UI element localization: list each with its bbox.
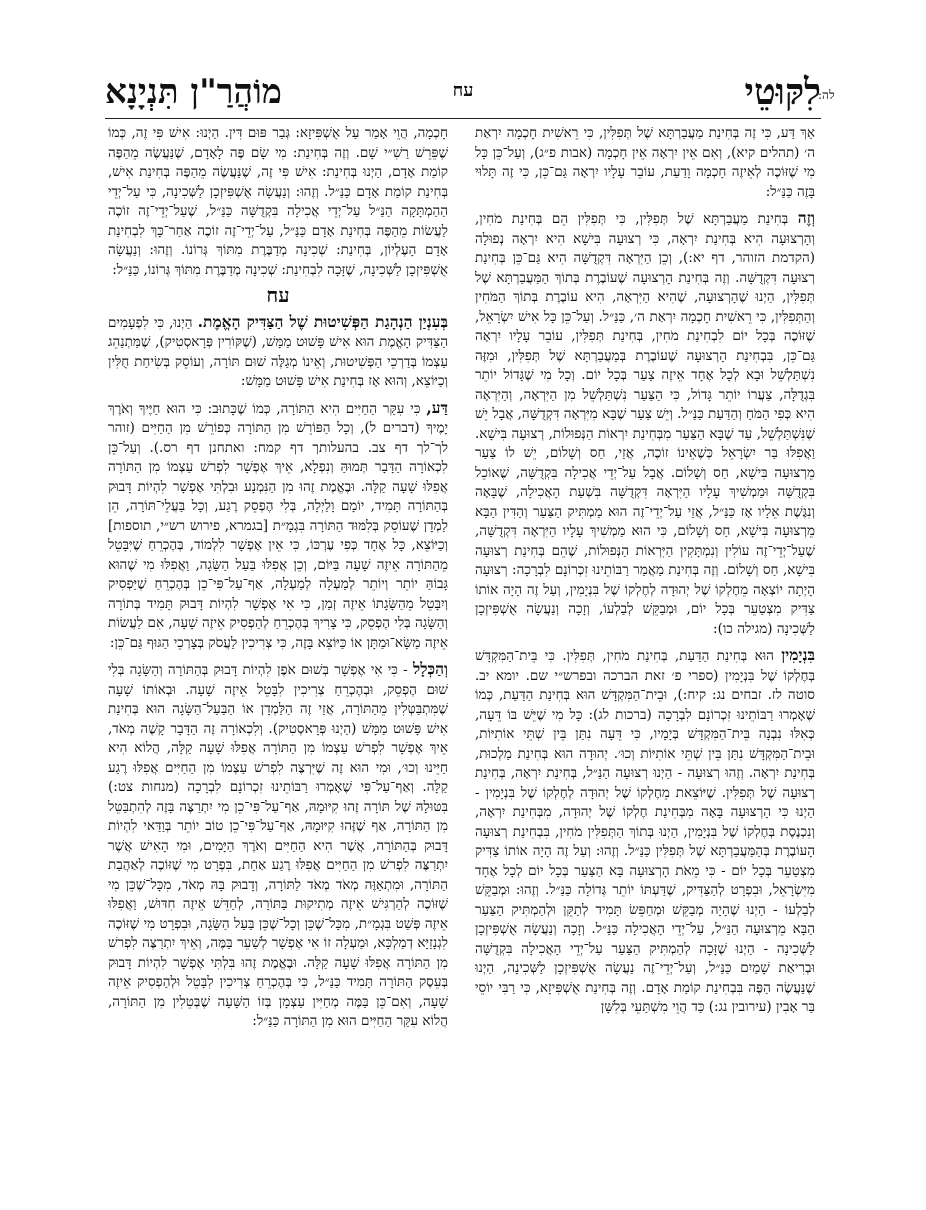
paragraph-text: חָכְמָה, הֲוֵי אָמַר עַל אֻשְׁפִּיזָא: גְּבַר פּוּם דִּין. הַיְנוּ: אִישׁ פִּי זֶה, כְּמוֹ שֶׁפֵּרֵשׁ רַשִׁ״י שָׁם. וְזֶה בְּחִינַת: מִי שָׂם פֶּה לָאָדָם, שֶׁנַּעֲשֶׂה מֵהַפֶּה קוֹמַת אָדָם, הַיְנוּ בְּחִינַת: אִישׁ פִּי זֶה, שֶׁנַּעֲשֶׂה מֵהַפֶּה בְּחִינַת אִישׁ, בְּחִינַת קוֹמַת אָדָם כַּנַּ״ל. וְזֶהוּ: וְנַעֲשָׂה אֻשְׁפִּיזְכָן לַשְּׁכִינָה, כִּי עַל־יְדֵי הַהַמְתָּקָה הַנַּ״ל עַל־יְדֵי אֲכִילָה בִּקְדֻשָּׁה כַּנַּ״ל, שֶׁעַל־יְדֵי־זֶה זוֹכֶה לַעֲשׂוֹת מֵהַפֶּה בְּחִינַת אָדָם כַּנַּ״ל, עַל־יְדֵי־זֶה זוֹכֶה אַחַר־כָּךְ לִבְחִינַת אָדָם הָעֶלְיוֹן, בְּחִינַת: שְׁכִינָה מְדַבֶּרֶת מִתּוֹךְ גְּרוֹנוֹ. וְזֶהוּ: וְנַעֲשָׂה אֻשְׁפִּיזְכָן לַשְּׁכִינָה, שֶׁזָּכָה לִבְחִינַת: שְׁכִינָה מְדַבֶּרֶת מִתּוֹךְ גְּרוֹנוֹ, כַּנַּ״ל: [108,125,448,278]
paragraph [475,124,815,202]
paragraph [108,398,448,654]
paragraph [475,645,815,1018]
paragraph-lead-word: בִּנְיָמִין [781,645,815,664]
paragraph-text: הַיְנוּ, כִּי לִפְעָמִים הַצַּדִּיק הָאֱמֶת הוּא אִישׁ פָּשׁוּט מַמָּשׁ, (שֶׁקּוֹרִין פְּרָאסְטִיק), שֶׁמַּתְנַהֵג עַצְמוֹ בְּדַרְכֵי הַפְּשִׁיטוּת, וְאֵינוֹ מְגַלֶּה שׁוּם תּוֹרָה, וְעוֹסֵק בְּשִׂיחַת חֻלִּין וְכַיּוֹצֵא, וְהוּא אָז בְּחִינַת אִישׁ פָּשׁוּט מַמָּשׁ: [108,314,448,389]
paragraph-text: אַךְ דַּע, כִּי זֶה בְּחִינַת מַעֲבַרְתָּא שֶׁל תְּפִלִּין, כִּי רֵאשִׁית חָכְמָה יִרְאַת ה׳ (תהלים קיא), וְאִם אֵין יִרְאָה אֵין חָכְמָה (אבות פ״ג), וְעַל־כֵּן כָּל מִי שֶׁזּוֹכֶה לְאֵיזֶה חָכְמָה וָדַעַת, עוֹבֵר עָלָיו יִרְאָה גַּם־כֵּן, כִּי זֶה תָּלוּי בָּזֶה כַּנַּ״ל: [475,125,815,200]
paragraph-lead-word: וְזֶה [797,208,815,227]
paragraph [108,312,448,392]
section-number: עח [266,283,290,307]
running-header [105,72,821,112]
paragraph-text: כִּי עִקַּר הַחַיִּים הִיא הַתּוֹרָה, כְּמוֹ שֶׁכָּתוּב: כִּי הוּא חַיֶּיךָ וְאֹרֶךְ יָמֶיךָ (דברים ל), וְכָל הַפּוֹרֵשׁ מִן הַתּוֹרָה כְּפוֹרֵשׁ מִן הַחַיִּים (זוהר לך־לך דף צב. בהעלותך דף קמח: ואתחנן דף רס.). וְעַל־כֵּן לִכְאוֹרָה הַדָּבָר תְּמוּהַּ וְנִפְלָא, אֵיךְ אֶפְשָׁר לִפְרשׁ עַצְמוֹ מִן הַתּוֹרָה אֲפִלּוּ שָׁעָה קַלָּה. וּבֶאֱמֶת זֶהוּ מִן הַנִּמְנָע וּבִלְתִּי אֶפְשָׁר לִהְיוֹת דָּבוּק בְּהַתּוֹרָה תָּמִיד, יוֹמָם וָלַיְלָה, בְּלִי הֶפְסֵק רֶגַע, וְכָל בַּעֲלֵי־תּוֹרָה, הֵן לַמְדָן שֶׁעוֹסֵק בְּלִמּוּד הַתּוֹרָה בִּגְמָ״ת [בגמרא, פירוש רש״י, תוספות] וְכַיּוֹצֵא, כָּל אֶחָד כְּפִי עֶרְכּוֹ, כִּי אֵין אֶפְשָׁר לִלְמוֹד, בְּהֶכְרֵחַ שֶׁיִּבָּטֵל מֵהַתּוֹרָה אֵיזֶה שָׁעָה בַּיּוֹם, וְכֵן אֲפִלּוּ בַּעַל הַשָּׂגָה, וַאֲפִלּוּ מִי שֶׁהוּא גָּבוֹהַּ יוֹתֵר וְיוֹתֵר לְמַעְלָה לְמַעְלָה, אַף־עַל־פִּי־כֵן בְּהֶכְרֵחַ שֶׁיַּפְסִיק וְיִבָּטֵל מֵהַשָּׂגָתוֹ אֵיזֶה זְמַן, כִּי אִי אֶפְשָׁר לִהְיוֹת דָּבוּק תָּמִיד בְּתוֹרָה וְהַשָּׂגָה בְּלִי הֶפְסֵק, כִּי צָרִיךְ בְּהֶכְרֵחַ לְהַפְסִיק אֵיזֶה שָׁעָה, אִם לַעֲשׂוֹת אֵיזֶה מַשָּׂא־וּמַתָּן אוֹ כַּיּוֹצֵא בָּזֶה, כִּי צְרִיכִין לַעֲסֹק בְּצָרְכֵי הַגּוּף גַּם־כֵּן: [108,400,448,651]
paragraph [475,208,815,639]
paragraph-lead-word: וְהַכְּלָל [413,659,448,678]
header-rule [105,118,821,119]
folio-number: לה: [818,88,835,102]
paragraph-lead-word: בְּעִנְיַן הַנְהָגַת הַפְּשִׁיטוּת שֶׁל הַצַּדִּיק הָאֱמֶת. [197,311,448,331]
paragraph-text: הוּא בְּחִינַת הַדַּעַת, בְּחִינַת מֹחִין, תְּפִלִּין. כִּי בֵּית־הַמִּקְדָּשׁ בְּחֶלְקוֹ שֶׁל בִּנְיָמִין (ספרי פ׳ זאת הברכה ובפרש״י שם. יומא יב. סוטה לז. זבחים נג: קיח:), וּבֵית־הַמִּקְדָּשׁ הוּא בְּחִינַת הַדַּעַת, כְּמוֹ שֶׁאָמְרוּ רַבּוֹתֵינוּ זִכְרוֹנָם לִבְרָכָה (ברכות לג): כָּל מִי שֶׁיֵּשׁ בּוֹ דֵּעָה, כְּאִלּוּ נִבְנָה בֵּית־הַמִּקְדָּשׁ בְּיָמָיו, כִּי דֵּעָה נִתַּן בֵּין שְׁתֵּי אוֹתִיּוֹת, וּבֵית־הַמִּקְדָּשׁ נִתַּן בֵּין שְׁתֵּי אוֹתִיּוֹת וְכוּ׳. יְהוּדָה הוּא בְּחִינַת מַלְכוּת, בְּחִינַת יִרְאָה. וְזֶהוּ רְצוּעָה - הַיְנוּ רְצוּעָה הַנַּ״ל, בְּחִינַת יִרְאָה, בְּחִינַת רְצוּעָה שֶׁל תְּפִלִּין. שֶׁיּוֹצֵאת מֵחֶלְקוֹ שֶׁל יְהוּדָה לְחֶלְקוֹ שֶׁל בִּנְיָמִין - הַיְנוּ כִּי הָרְצוּעָה בָּאָה מִבְּחִינַת חֶלְקוֹ שֶׁל יְהוּדָה, מִבְּחִינַת יִרְאָה, וְנִכְנֶסֶת בְּחֶלְקוֹ שֶׁל בִּנְיָמִין, הַיְנוּ בְּתוֹךְ הַתְּפִלִּין מֹחִין, בִּבְחִינַת רְצוּעָה הָעוֹבֶרֶת בְּהַמַּעֲבַרְתָּא שֶׁל תְּפִלִּין כַּנַּ״ל. וְזֶהוּ: וְעַל זֶה הָיָה אוֹתוֹ צַדִּיק מִצְטַעֵר בְּכָל יוֹם - כִּי מֵאֹת הָרְצוּעָה בָּא הַצַּעַר בְּכָל יוֹם לְכָל אֶחָד מִיִּשְׂרָאֵל, וּבִפְרָט לְהַצַּדִּיק, שֶׁדַּעְתּוֹ יוֹתֵר גְּדוֹלָה כַּנַּ״ל. וְזֶהוּ: וּמְבַקֵּשׁ לְבַלְעוֹ - הַיְנוּ שֶׁהָיָה מְבַקֵּשׁ וּמְחַפֵּשׂ תָּמִיד לְתַקֵּן וּלְהַמְתִּיק הַצַּעַר הַבָּא מֵרְצוּעָה הַנַּ״ל, עַל־יְדֵי הָאֲכִילָה כַּנַּ״ל. וְזָכָה וְנַעֲשָׂה אֻשְׁפִּיזְכָן לַשְּׁכִינָה - הַיְנוּ שֶׁזָּכָה לְהַמְתִּיק הַצַּעַר עַל־יְדֵי הָאֲכִילָה בִּקְדֻשָּׁה וּבְרִיאַת שָׁמַיִם כַּנַּ״ל, וְעַל־יְדֵי־זֶה נַעֲשָׂה אֻשְׁפִּיזְכָן לַשְּׁכִינָה, הַיְנוּ שֶׁנַּעֲשֶׂה הַפֶּה בִּבְחִינַת קוֹמַת אָדָם. וְזֶה בְּחִינַת אֻשְׁפִּיזָא, כִּי רַבִּי יוֹסֵי בַּר אָבִין (עירובין נג:) כַּד הֲוֵי מִשְׁתַּעֵי בְּלִשָּׁן [475,648,815,1015]
left-column [108,124,448,1184]
book-title-right: לִקּוּטֵי [744,71,821,113]
right-column [475,124,815,1184]
paragraph-text: - כִּי אִי אֶפְשָׁר בְּשׁוּם אֹפֶן לִהְיוֹת דָּבוּק בְּהַתּוֹרָה וְהַשָּׂגָה בְּלִי שׁוּם הֶפְסֵק, וּבְהֶכְרֵחַ צְרִיכִין לִבָּטֵל אֵיזֶה שָׁעָה. וּבְאוֹתוֹ שָׁעָה שֶׁמִּתְבַּטְּלִין מֵהַתּוֹרָה, אֲזַי זֶה הַלַּמְדָן אוֹ הַבַּעַל־הַשָּׂגָה הוּא בְּחִינַת אִישׁ פָּשׁוּט מַמָּשׁ (הַיְנוּ פְּרָאסְטִיק). וְלִכְאוֹרָה זֶה הַדָּבָר קָשֶׁה מְאֹד, אֵיךְ אֶפְשָׁר לִפְרשׁ עַצְמוֹ מִן הַתּוֹרָה אֲפִלּוּ שָׁעָה קַלָּה, הֲלוֹא הִיא חַיֵּינוּ וְכוּ׳, וּמִי הוּא זֶה שֶׁיִּרְצֶה לִפְרשׁ עַצְמוֹ מִן הַחַיִּים אֲפִלּוּ רֶגַע קַלָּה. וְאַף־עַל־פִּי שֶׁאָמְרוּ רַבּוֹתֵינוּ זִכְרוֹנָם לִבְרָכָה (מנחות צט:) בִּטּוּלָהּ שֶׁל תּוֹרָה זֶהוּ קִיּוּמָהּ, אַף־עַל־פִּי־כֵן מִי יִתְרַצֶּה בָּזֶה לְהִתְבַּטֵּל מִן הַתּוֹרָה, אַף שֶׁזֶּהוּ קִיּוּמָהּ, אַף־עַל־פִּי־כֵן טוֹב יוֹתֵר בְּוַדַּאי לִהְיוֹת דָּבוּק בְּהַתּוֹרָה, אֲשֶׁר הִיא הַחַיִּים וְאֹרֶךְ הַיָּמִים, וּמִי הָאִישׁ אֲשֶׁר יִתְרַצֶּה לִפְרשׁ מִן הַחַיִּים אֲפִלּוּ רֶגַע אַחַת, בִּפְרָט מִי שֶׁזּוֹכֶה לְאַהֲבַת הַתּוֹרָה, וּמִתְאַוֶּה מְאֹד מְאֹד לַתּוֹרָה, וְדָבוּק בָּהּ מְאֹד, מִכָּל־שֶׁכֵּן מִי שֶׁזּוֹכֶה לְהַרְגִּישׁ אֵיזֶה מְתִיקוּת בַּתּוֹרָה, לְחַדֵּשׁ אֵיזֶה חִדּוּשׁ, וַאֲפִלּוּ אֵיזֶה פְּשַׁט בִּגְמָ״ת, מִכָּל־שֶׁכֵּן וְכָל־שֶׁכֵּן בַּעַל הַשָּׂגָה, וּבִפְרָט מִי שֶׁזּוֹכֶה לִגְנָזַיָּא דְמַלְכָּא, וּמַעְלָה זוֹ אִי אֶפְשָׁר לְשַׁעֵר בַּמֶּה, וְאֵיךְ יִתְרַצֶּה לִפְרשׁ מִן הַתּוֹרָה אֲפִלּוּ שָׁעָה קַלָּה. וּבֶאֱמֶת זֶהוּ בִּלְתִּי אֶפְשָׁר לִהְיוֹת דָּבוּק בְּעֵסֶק הַתּוֹרָה תָּמִיד כַּנַּ״ל, כִּי בְּהֶכְרֵחַ צְרִיכִין לִבָּטֵל וּלְהַפְסִיק אֵיזֶה שָׁעָה, וְאִם־כֵּן בַּמֶּה מְחַיִּין עַצְמָן בְּזוֹ הַשָּׁעָה שֶׁבְּטֵלִין מִן הַתּוֹרָה, הֲלוֹא עִקַּר הַחַיִּים הוּא מִן הַתּוֹרָה כַּנַּ״ל: [108,662,448,1029]
paragraph [108,659,448,1032]
book-title-left: מוֹהֲרַ"ן תִּנְיָנָא [105,72,282,112]
page-number: עח [452,80,474,101]
paragraph [108,124,448,280]
paragraph-text: בְּחִינַת מַעֲבַרְתָּא שֶׁל תְּפִלִּין, כִּי תְּפִלִּין הֵם בְּחִינַת מֹחִין, וְהָרְצוּעָה הִיא בְּחִינַת יִרְאָה, כִּי רְצוּעָה בִּישָׁא הִיא יִרְאָה נְפוּלָה (הקדמת הזוהר, דף יא:), וְכֵן הַיִּרְאָה דִּקְדֻשָּׁה הִיא גַּם־כֵּן בְּחִינַת רְצוּעָה דִּקְדֻשָּׁה. וְזֶה בְּחִינַת הָרְצוּעָה שֶׁעוֹבֶרֶת בְּתוֹךְ הַמַּעֲבַרְתָּא שֶׁל תְּפִלִּין, הַיְנוּ שֶׁהָרְצוּעָה, שֶׁהִיא הַיִּרְאָה, הִיא עוֹבֶרֶת בְּתוֹךְ הַמֹּחִין וְהַתְּפִלִּין, כִּי רֵאשִׁית חָכְמָה יִרְאַת ה׳, כַּנַּ״ל. וְעַל־כֵּן כָּל אִישׁ יִשְׂרָאֵל, שֶׁזּוֹכֶה בְּכָל יוֹם לִבְחִינַת מֹחִין, בְּחִינַת תְּפִלִּין, עוֹבֵר עָלָיו יִרְאָה גַּם־כֵּן, בִּבְחִינַת הָרְצוּעָה שֶׁעוֹבֶרֶת בְּמַעֲבַרְתָּא שֶׁל תְּפִלִּין, וּמִזֶּה נִשְׁתַּלְשֵׁל וּבָא לְכָל אֶחָד אֵיזֶה צַעַר בְּכָל יוֹם. וְכָל מִי שֶׁגָּדוֹל יוֹתֵר בִּגְדֻלָּה, צַעֲרוֹ יוֹתֵר גָּדוֹל, כִּי הַצַּעַר נִשְׁתַּלְשֵׁל מִן הַיִּרְאָה, וְהַיִּרְאָה הִיא כְּפִי הַמֹּחַ וְהַדַּעַת כַּנַּ״ל. וְיֵשׁ צַעַר שֶׁבָּא מִיִּרְאָה דִּקְדֻשָּׁה, אֲבָל יֵשׁ שֶׁנִּשְׁתַּלְשֵׁל, עַד שֶׁבָּא הַצַּעַר מִבְּחִינַת יִרְאוֹת הַנְּפוּלוֹת, רְצוּעָה בִּישָׁא. וַאֲפִלּוּ בַּר יִשְׂרָאֵל כְּשֶׁאֵינוֹ זוֹכֶה, אֲזַי, חַס וְשָׁלוֹם, יֵשׁ לוֹ צַעַר מֵרְצוּעָה בִּישָׁא, חַס וְשָׁלוֹם. אֲבָל עַל־יְדֵי אֲכִילָה בִּקְדֻשָּׁה, שֶׁאוֹכֵל בִּקְדֻשָּׁה וּמַמְשִׁיךְ עָלָיו הַיִּרְאָה דִּקְדֻשָּׁה בִּשְׁעַת הָאֲכִילָה, שֶׁבָּאָה וְנִגֶּשֶׁת אֵלָיו אָז כַּנַּ״ל, אֲזַי עַל־יְדֵי־זֶה הוּא מַמְתִּיק הַצַּעַר וְהַדִּין הַבָּא מֵרְצוּעָה בִּישָׁא, חַס וְשָׁלוֹם, כִּי הוּא מַמְשִׁיךְ עָלָיו הַיִּרְאָה דִּקְדֻשָּׁה, שֶׁעַל־יְדֵי־זֶה עוֹלִין וְנִמְתָּקִין הַיִּרְאוֹת הַנְּפוּלוֹת, שֶׁהֵם בְּחִינַת רְצוּעָה בִּישָׁא, חַס וְשָׁלוֹם. וְזֶה בְּחִינַת מַאֲמַר רַבּוֹתֵינוּ זִכְרוֹנָם לִבְרָכָה: רְצוּעָה הָיְתָה יוֹצְאָה מֵחֶלְקוֹ שֶׁל יְהוּדָה לְחֶלְקוֹ שֶׁל בִּנְיָמִין, וְעַל זֶה הָיָה אוֹתוֹ צַדִּיק מִצְטַעֵר בְּכָל יוֹם, וּמְבַקֵּשׁ לְבַלְעוֹ, וְזָכָה וְנַעֲשָׂה אֻשְׁפִּיזְכָן לַשְּׁכִינָה (מגילה כו): [475,211,815,637]
paragraph-lead-word: דַּע, [426,397,448,417]
